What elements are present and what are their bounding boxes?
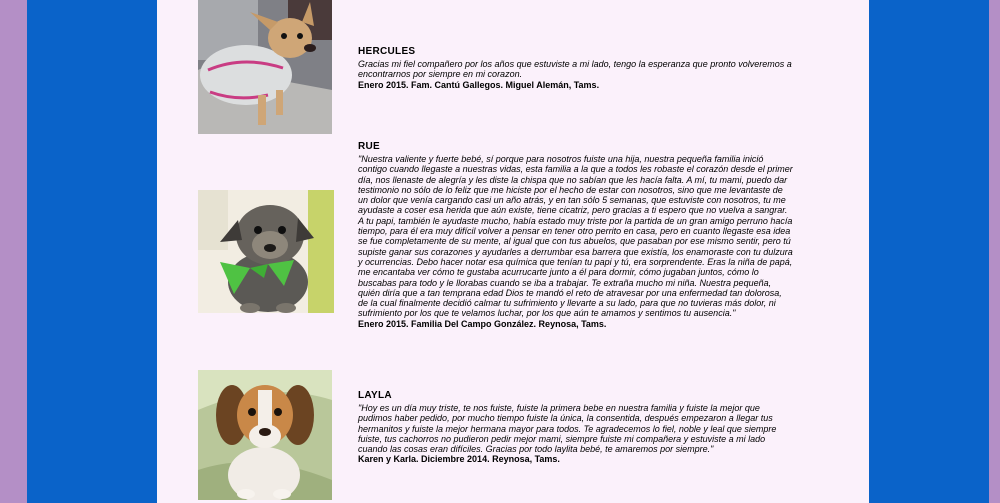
memorial-credit: Enero 2015. Fam. Cantú Gallegos. Miguel Alemán, Tams.: [358, 79, 600, 90]
pet-photo-layla: [198, 370, 332, 500]
pet-name: RUE: [358, 141, 381, 152]
memorial-message: Gracias mi fiel compañero por los años que estuviste a mi lado, tengo la esperanza que pronto volveremos a encontrarnos por siempre en mi corazon.: [358, 59, 792, 80]
pet-name: LAYLA: [358, 390, 392, 401]
pet-photo-rue: [198, 190, 334, 313]
memorial-message: "Nuestra valiente y fuerte bebé, sí porque para nosotros fuiste una hija, nuestra pequeña familia inició contigo cuando llegaste a nuestras vidas, esta familia a la que a todos les robaste el corazón desde el primer día, nos llenaste de alegría y les diste la chispa que no sabían que les hacía falta. A mí, tu mami, puedo dar testimonio no sólo de lo feliz que me hiciste por el hecho de estar con nosotros, sino que me levantaste de un dolor que venía cargando casi un año atrás, y en tan sólo 5 semanas, que estuviste con nosotros, tu me ayudaste a coser esa herida que aún existe, tiene cicatriz, pero gracias a ti espero que no vuelva a sangrar. A tu papi, también le ayudaste mucho, había estado muy triste por la partida de un gran amigo perruno hacía tiempo, para él era muy difícil volver a pensar en tener otro perrito en casa, pero en cuanto llegaste esa idea se fue completamente de su mente, al igual que con tus abuelos, que pasaban por ese mismo sentir, pero tú supiste ganar sus corazones y ayudarles a derrumbar esa barrera que existía, los enamoraste con tu dulzura y ocurrencias. Debo hacer notar esa química que tenían tu papi y tú, era sorprendente. Eras la niña de papá, me encantaba ver cómo te gustaba acurrucarte junto a él para dormir, cómo jugaban juntos, cómo lo buscabas para todo y le llorabas cuando se iba a trabajar. Te extraña mucho mi niña. Nuestra pequeña, quién diría que a tan temprana edad Dios te mandó el reto de atravesar por una enfermedad tan dolorosa, de la cual finalmente decidió calmar tu sufrimiento y llevarte a su lado, para que no tuvieras más dolor, ni sufrimiento por los que te velamos luchar, por los que aún te amamos y sentimos tu ausencia.": [358, 154, 793, 319]
memorial-credit: Karen y Karla. Diciembre 2014. Reynosa, Tams.: [358, 454, 560, 465]
memorial-entry-hercules: [358, 46, 794, 91]
pet-name: HERCULES: [358, 46, 416, 57]
memorial-entry-layla: [358, 390, 794, 465]
memorial-message: "Hoy es un día muy triste, te nos fuiste, fuiste la primera bebe en nuestra familia y fuiste la mejor que pudimos haber pedido, por mucho tiempo fuiste la única, la consentida, después empezaron a llegar tus hermanitos y fuiste la mejor hermana mayor para todos. Te agradecemos lo fiel, noble y leal que siempre fuiste, tus cachorros no pudieron pedir mejor mami, siempre fuiste mi compañera y estuviste a mi lado cuando las cosas eran difíciles. Gracias por todo laylita bebé, te amaremos por siempre.": [358, 403, 777, 455]
memorial-credit: Enero 2015. Familia Del Campo González. Reynosa, Tams.: [358, 318, 607, 329]
memorial-entry-rue: [358, 141, 794, 330]
pet-photo-hercules: [198, 0, 332, 134]
